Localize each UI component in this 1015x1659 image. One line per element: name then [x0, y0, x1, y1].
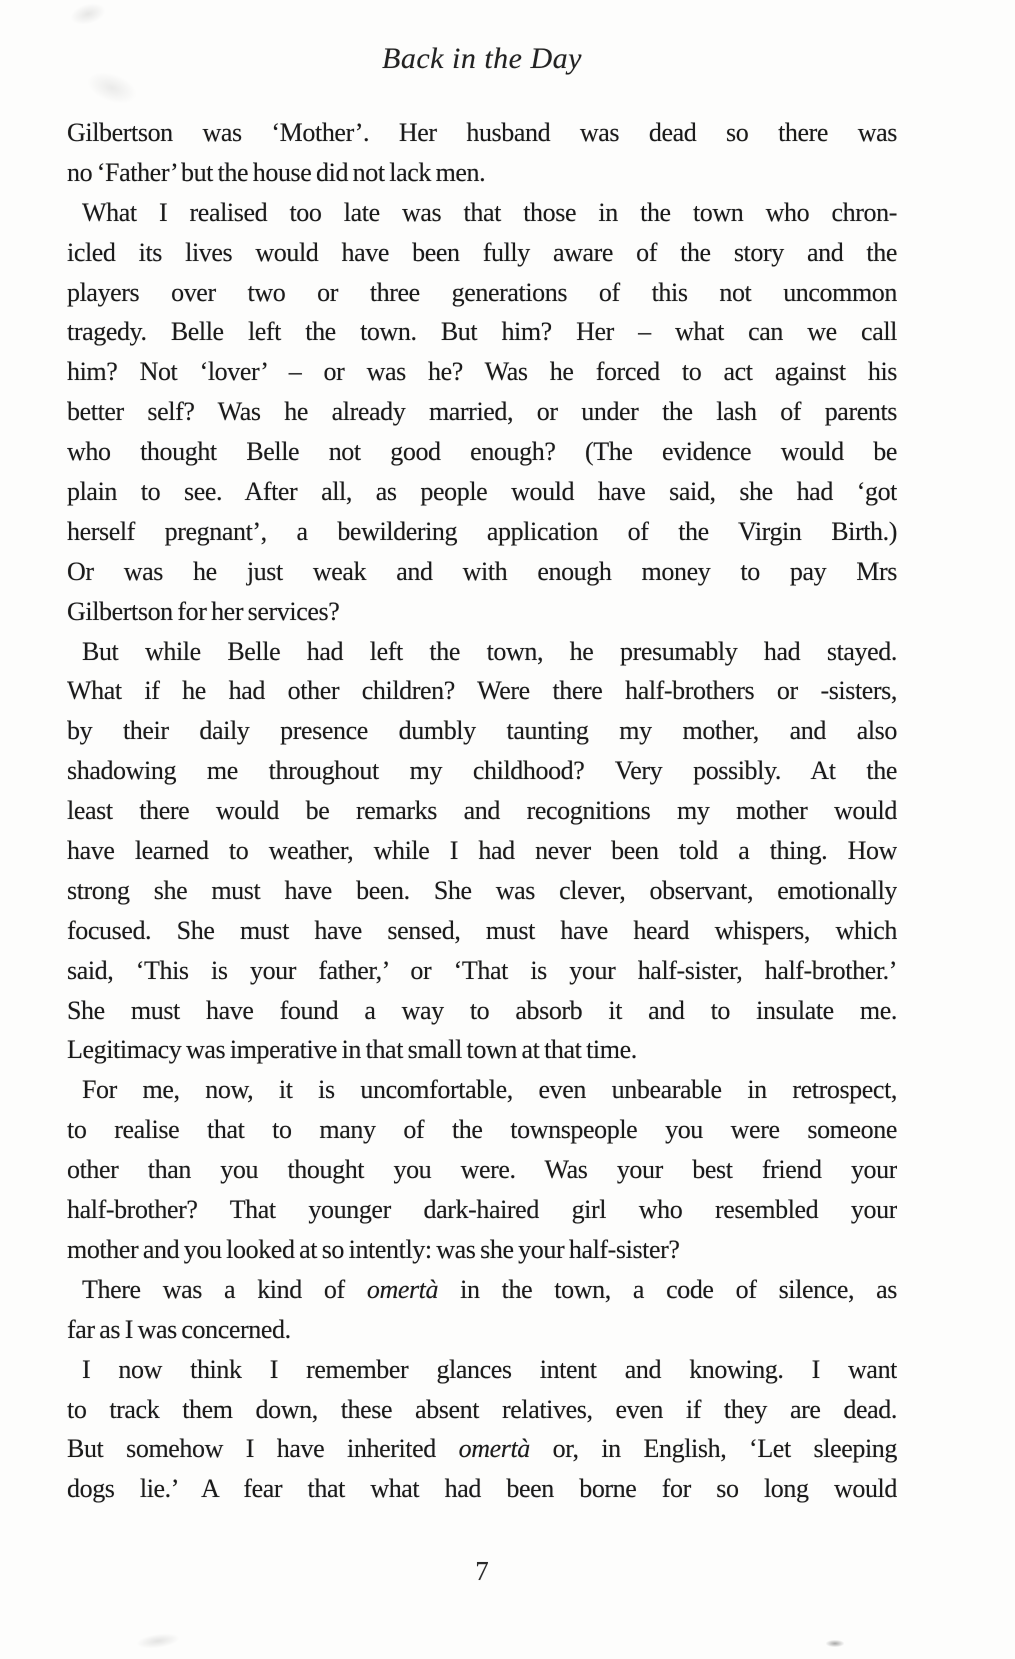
text-line: focused. She must have sensed, must have heard whispers, which — [67, 915, 897, 945]
text-line: mother and you looked at so intently: was she your half-sister? — [67, 1234, 680, 1264]
text-line: Gilbertson for her services? — [67, 596, 340, 626]
text-line: far as I was concerned. — [67, 1314, 291, 1344]
scan-smudge — [826, 1640, 844, 1647]
text-line: There was a kind of omertà in the town, a code of silence, as — [82, 1274, 897, 1304]
paragraph — [67, 193, 897, 632]
text-line: For me, now, it is uncomfortable, even unbearable in retrospect, — [82, 1075, 897, 1105]
paragraph — [67, 113, 897, 193]
text-line: better self? Was he already married, or under the lash of parents — [67, 397, 897, 427]
text-line: no ‘Father’ but the house did not lack men. — [67, 157, 486, 187]
text-line: strong she must have been. She was clever, observant, emotionally — [67, 875, 897, 905]
text-line: players over two or three generations of this not uncommon — [67, 277, 897, 307]
text-line: What if he had other children? Were there half-brothers or -sisters, — [67, 676, 897, 706]
text-line: But somehow I have inherited omertà or, in English, ‘Let sleeping — [67, 1434, 897, 1464]
text-line: said, ‘This is your father,’ or ‘That is your half-sister, half-brother.’ — [67, 955, 897, 985]
text-line: to realise that to many of the townspeople you were someone — [67, 1115, 897, 1145]
text-line: to track them down, these absent relatives, even if they are dead. — [67, 1394, 897, 1424]
italic-text: omertà — [366, 1274, 439, 1304]
running-header-title: Back in the Day — [382, 42, 582, 75]
text-line: She must have found a way to absorb it and to insulate me. — [67, 995, 897, 1025]
text-line: tragedy. Belle left the town. But him? Her – what can we call — [67, 317, 897, 347]
text-line: plain to see. After all, as people would have said, she had ‘got — [67, 477, 897, 507]
text-line: have learned to weather, while I had never been told a thing. How — [67, 836, 897, 866]
text-line: dogs lie.’ A fear that what had been borne for so long would — [67, 1474, 897, 1504]
text-line: Legitimacy was imperative in that small town at that time. — [67, 1035, 637, 1065]
text-line: icled its lives would have been fully aware of the story and the — [67, 237, 897, 267]
paragraph — [67, 632, 897, 1071]
text-line: Or was he just weak and with enough money to pay Mrs — [67, 556, 897, 586]
paragraph — [67, 1270, 897, 1350]
scan-smudge — [135, 1631, 181, 1651]
paragraph — [67, 1350, 897, 1510]
body-text — [67, 113, 897, 1509]
text-line: Gilbertson was ‘Mother’. Her husband was dead so there was — [67, 118, 897, 147]
scan-smudge — [68, 0, 108, 28]
page-number: 7 — [475, 1556, 489, 1586]
text-line: herself pregnant’, a bewildering application of the Virgin Birth.) — [67, 516, 897, 546]
text-line: I now think I remember glances intent and knowing. I want — [82, 1354, 897, 1384]
text-line: him? Not ‘lover’ – or was he? Was he forced to act against his — [67, 357, 897, 387]
text-line: by their daily presence dumbly taunting my mother, and also — [67, 716, 897, 746]
text-line: shadowing me throughout my childhood? Very possibly. At the — [67, 756, 897, 786]
paragraph — [67, 1070, 897, 1269]
text-line: other than you thought you were. Was your best friend your — [67, 1155, 897, 1185]
text-line: What I realised too late was that those in the town who chron- — [82, 197, 897, 227]
text-line: But while Belle had left the town, he presumably had stayed. — [82, 636, 897, 666]
text-line: who thought Belle not good enough? (The evidence would be — [67, 437, 897, 467]
text-line: half-brother? That younger dark-haired girl who resembled your — [67, 1195, 897, 1225]
text-line: least there would be remarks and recognitions my mother would — [67, 796, 897, 826]
italic-text: omertà — [458, 1434, 530, 1464]
